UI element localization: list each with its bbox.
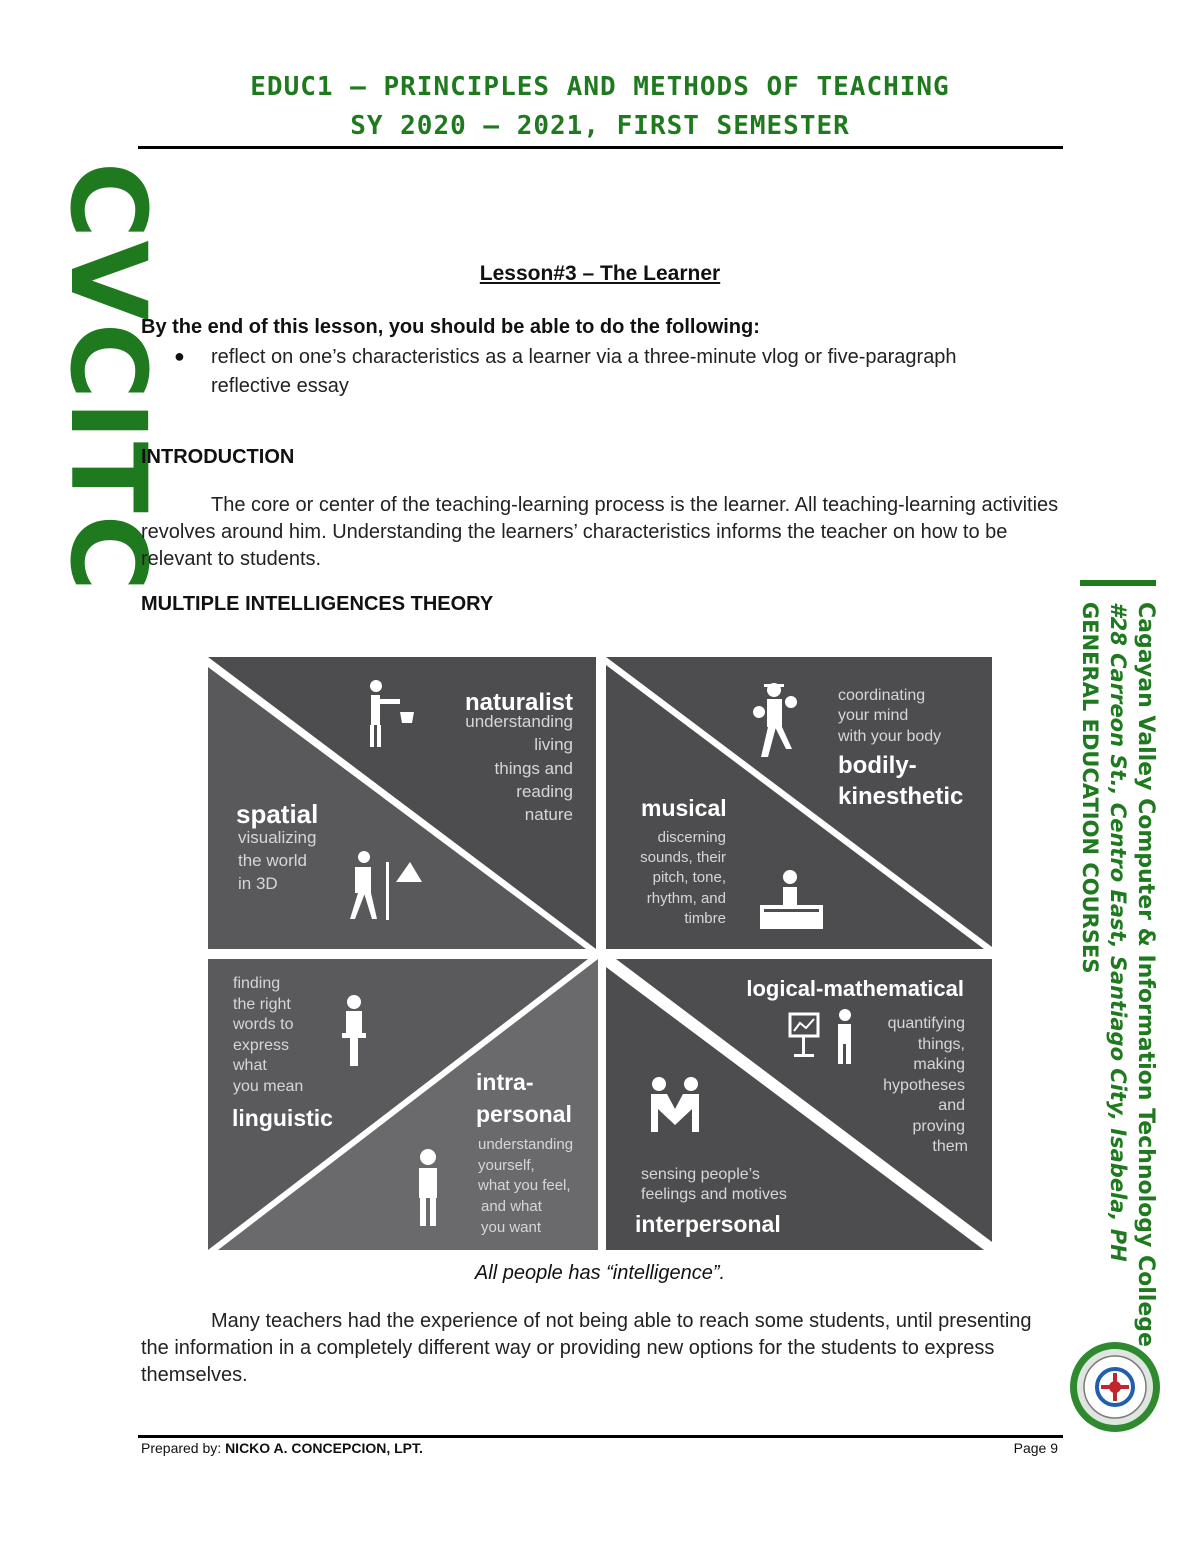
interpersonal-title: interpersonal [635, 1211, 781, 1237]
graphic-caption: All people has “intelligence”. [474, 1262, 726, 1284]
sidebar-divider [1080, 580, 1156, 586]
spatial-desc-3: in 3D [238, 874, 278, 893]
body-paragraph: Many teachers had the experience of not being able to reach some students, until presenting the information in a completely different way or providing new options for the students to express themselves. [141, 1310, 1032, 1386]
header-course-title: EDUC1 – PRINCIPLES AND METHODS OF TEACHING [250, 72, 950, 102]
header-rule [138, 146, 1063, 149]
objectives-heading: By the end of this lesson, you should be able to do the following: [141, 316, 760, 338]
mi-theory-heading: MULTIPLE INTELLIGENCES THEORY [141, 593, 494, 615]
college-abbreviation: CVCITC [47, 162, 169, 594]
naturalist-desc-1: understanding [465, 712, 573, 731]
logical-desc-7: them [932, 1138, 968, 1155]
bodily-desc-1: coordinating [838, 687, 926, 704]
logical-desc-1: quantifying [887, 1015, 965, 1032]
department-name: GENERAL EDUCATION COURSES [1078, 602, 1102, 974]
intrapersonal-title-2: personal [476, 1101, 572, 1127]
bodily-desc-3: with your body [838, 728, 942, 745]
logical-desc-3: making [913, 1056, 965, 1073]
naturalist-desc-5: nature [524, 805, 573, 824]
intrapersonal-desc-3: what you feel, [478, 1177, 571, 1194]
linguistic-desc-3: words to [233, 1016, 294, 1033]
interpersonal-desc-1: sensing people’s [641, 1166, 760, 1183]
linguistic-title: linguistic [232, 1105, 333, 1131]
multiple-intelligences-graphic [208, 657, 992, 1250]
intrapersonal-desc-2: yourself, [478, 1157, 535, 1174]
naturalist-desc-4: reading [516, 782, 573, 801]
college-name: Cagayan Valley Computer & Information Technology College [1133, 602, 1158, 1347]
logical-desc-4: hypotheses [883, 1077, 965, 1094]
intrapersonal-desc-5: you want [481, 1219, 542, 1236]
introduction-heading: INTRODUCTION [141, 446, 295, 468]
linguistic-desc-2: the right [233, 996, 291, 1013]
intrapersonal-desc-1: understanding [478, 1136, 574, 1153]
bodily-desc-2: your mind [838, 707, 909, 724]
naturalist-desc-3: things and [494, 759, 573, 778]
bodily-title-1: bodily- [838, 752, 917, 779]
musical-desc-3: pitch, tone, [652, 869, 726, 886]
footer-prepared-by [141, 1440, 423, 1456]
linguistic-desc-1: finding [233, 975, 281, 992]
header-semester: SY 2020 – 2021, FIRST SEMESTER [350, 111, 850, 141]
logical-desc-2: things, [917, 1036, 965, 1053]
objective-item: reflect on one’s characteristics as a learner via a three-minute vlog or five-paragraph reflective essay [211, 346, 957, 397]
spatial-desc-1: visualizing [238, 828, 317, 847]
prepared-by-label: Prepared by: [141, 1440, 222, 1456]
introduction-paragraph: The core or center of the teaching-learning process is the learner. All teaching-learning activities revolves around him. Understanding the learners’ characteristics informs the teacher on how to be relevant to students. [141, 494, 1059, 570]
intrapersonal-desc-4: and what [481, 1198, 542, 1215]
spatial-desc-2: the world [238, 851, 307, 870]
naturalist-desc-2: living [534, 735, 573, 754]
linguistic-desc-5: what [233, 1057, 267, 1074]
linguistic-desc-4: express [233, 1037, 290, 1054]
musical-desc-5: timbre [684, 910, 726, 927]
lesson-title: Lesson#3 – The Learner [479, 262, 721, 285]
musical-title: musical [641, 795, 727, 821]
intrapersonal-title-1: intra- [476, 1069, 534, 1095]
logical-desc-5: and [938, 1097, 965, 1114]
spatial-title: spatial [236, 799, 319, 829]
logical-desc-6: proving [912, 1118, 965, 1135]
logical-title: logical-mathematical [746, 976, 964, 1001]
musical-desc-1: discerning [657, 829, 726, 846]
college-seal-logo [1068, 1340, 1162, 1434]
musical-desc-4: rhythm, and [646, 890, 726, 907]
footer-rule [138, 1435, 1063, 1438]
page-number: Page 9 [1013, 1440, 1058, 1456]
bodily-title-2: kinesthetic [838, 783, 964, 810]
author-name: NICKO A. CONCEPCION, LPT. [225, 1440, 423, 1456]
bullet-icon: ● [174, 346, 185, 366]
naturalist-title: naturalist [464, 689, 573, 716]
interpersonal-desc-2: feelings and motives [641, 1186, 787, 1203]
college-address: #28 Carreon St., Centro East, Santiago City, Isabela, PH [1106, 602, 1130, 1262]
musical-desc-2: sounds, their [640, 849, 726, 866]
linguistic-desc-6: you mean [233, 1078, 304, 1095]
